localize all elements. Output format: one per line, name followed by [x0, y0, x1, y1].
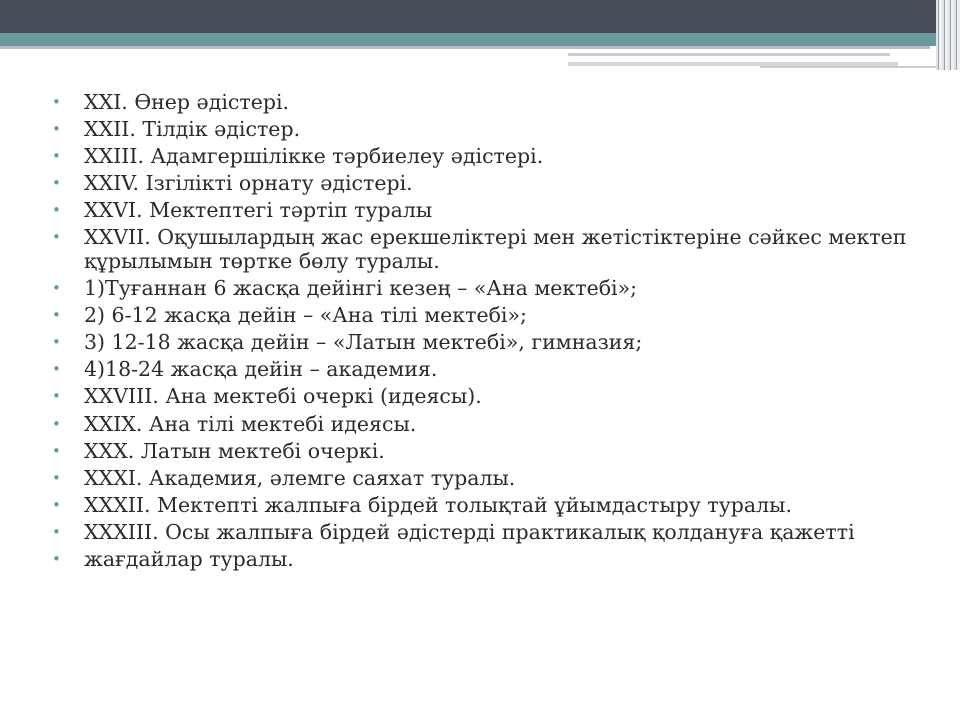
- list-item: [52, 199, 932, 223]
- list-item: [52, 413, 932, 437]
- bullet-list: [52, 91, 932, 575]
- header-stripes: [936, 0, 960, 70]
- list-item-text: XXIX. Ана тілі мектебі идеясы.: [84, 411, 417, 436]
- bullet-icon: •: [52, 279, 61, 298]
- header-accent-line: [568, 53, 890, 56]
- bullet-icon: •: [52, 201, 61, 220]
- bullet-icon: •: [52, 333, 61, 352]
- list-item: [52, 385, 932, 409]
- bullet-icon: •: [52, 93, 61, 111]
- list-item-text: XXXIII. Осы жалпыға бірдей әдістерді практикалық қолдануға қажетті: [84, 519, 855, 544]
- bullet-icon: •: [52, 120, 61, 139]
- list-item-text: XXVIII. Ана мектебі очеркі (идеясы).: [84, 384, 482, 409]
- list-item: [52, 118, 932, 142]
- bullet-icon: •: [52, 441, 61, 460]
- list-item-text: XXVI. Мектептегі тәртіп туралы: [84, 198, 433, 223]
- list-item: [52, 277, 932, 301]
- list-item: [52, 145, 932, 169]
- header-accent-line: [760, 66, 960, 68]
- list-item-text: XXXII. Мектепті жалпыға бірдей толықтай ұйымдастыру туралы.: [84, 492, 792, 517]
- bullet-icon: •: [52, 414, 61, 433]
- list-item: [52, 91, 932, 115]
- list-item: [52, 331, 932, 355]
- list-item-text: XXIV. Ізгілікті орнату әдістері.: [84, 171, 413, 196]
- bullet-icon: •: [52, 147, 61, 166]
- list-item: [52, 467, 932, 491]
- list-item-text: XXX. Латын мектебі очеркі.: [84, 438, 385, 463]
- list-item: [52, 521, 932, 545]
- list-item: [52, 548, 932, 572]
- list-item-text: жағдайлар туралы.: [84, 547, 294, 571]
- list-item: [52, 440, 932, 464]
- bullet-icon: •: [52, 495, 61, 514]
- bullet-icon: •: [52, 174, 61, 193]
- header-teal-band: [0, 33, 960, 46]
- list-item-text: XXVII. Оқушылардың жас ерекшеліктері мен жетістіктеріне сәйкес мектеп құрылымын төртке бөлу туралы.: [84, 225, 907, 273]
- list-item: [52, 358, 932, 382]
- list-item-text: XXXI. Академия, әлемге саяхат туралы.: [84, 465, 516, 490]
- header-dark-band: [0, 0, 960, 33]
- list-item-text: 2) 6-12 жасқа дейін – «Ана тілі мектебі»;: [84, 303, 527, 328]
- bullet-icon: •: [52, 306, 61, 325]
- list-item: [52, 494, 932, 518]
- bullet-icon: •: [52, 468, 61, 487]
- list-item-text: 3) 12-18 жасқа дейін – «Латын мектебі», гимназия;: [84, 330, 643, 355]
- list-item: [52, 172, 932, 196]
- bullet-icon: •: [52, 228, 61, 247]
- bullet-icon: •: [52, 360, 61, 379]
- list-item: [52, 226, 932, 273]
- list-item-text: XXIII. Адамгершілікке тәрбиелеу әдістері.: [84, 144, 544, 169]
- list-item-text: XXI. Өнер әдістері.: [84, 90, 290, 114]
- bullet-icon: •: [52, 387, 61, 406]
- list-item: [52, 304, 932, 328]
- bullet-icon: •: [52, 522, 61, 541]
- list-item-text: 1)Туғаннан 6 жасқа дейінгі кезең – «Ана мектебі»;: [84, 276, 638, 301]
- list-item-text: XXII. Тілдік әдістер.: [84, 117, 301, 142]
- bullet-icon: •: [52, 550, 61, 568]
- list-item-text: 4)18-24 жасқа дейін – академия.: [84, 357, 438, 382]
